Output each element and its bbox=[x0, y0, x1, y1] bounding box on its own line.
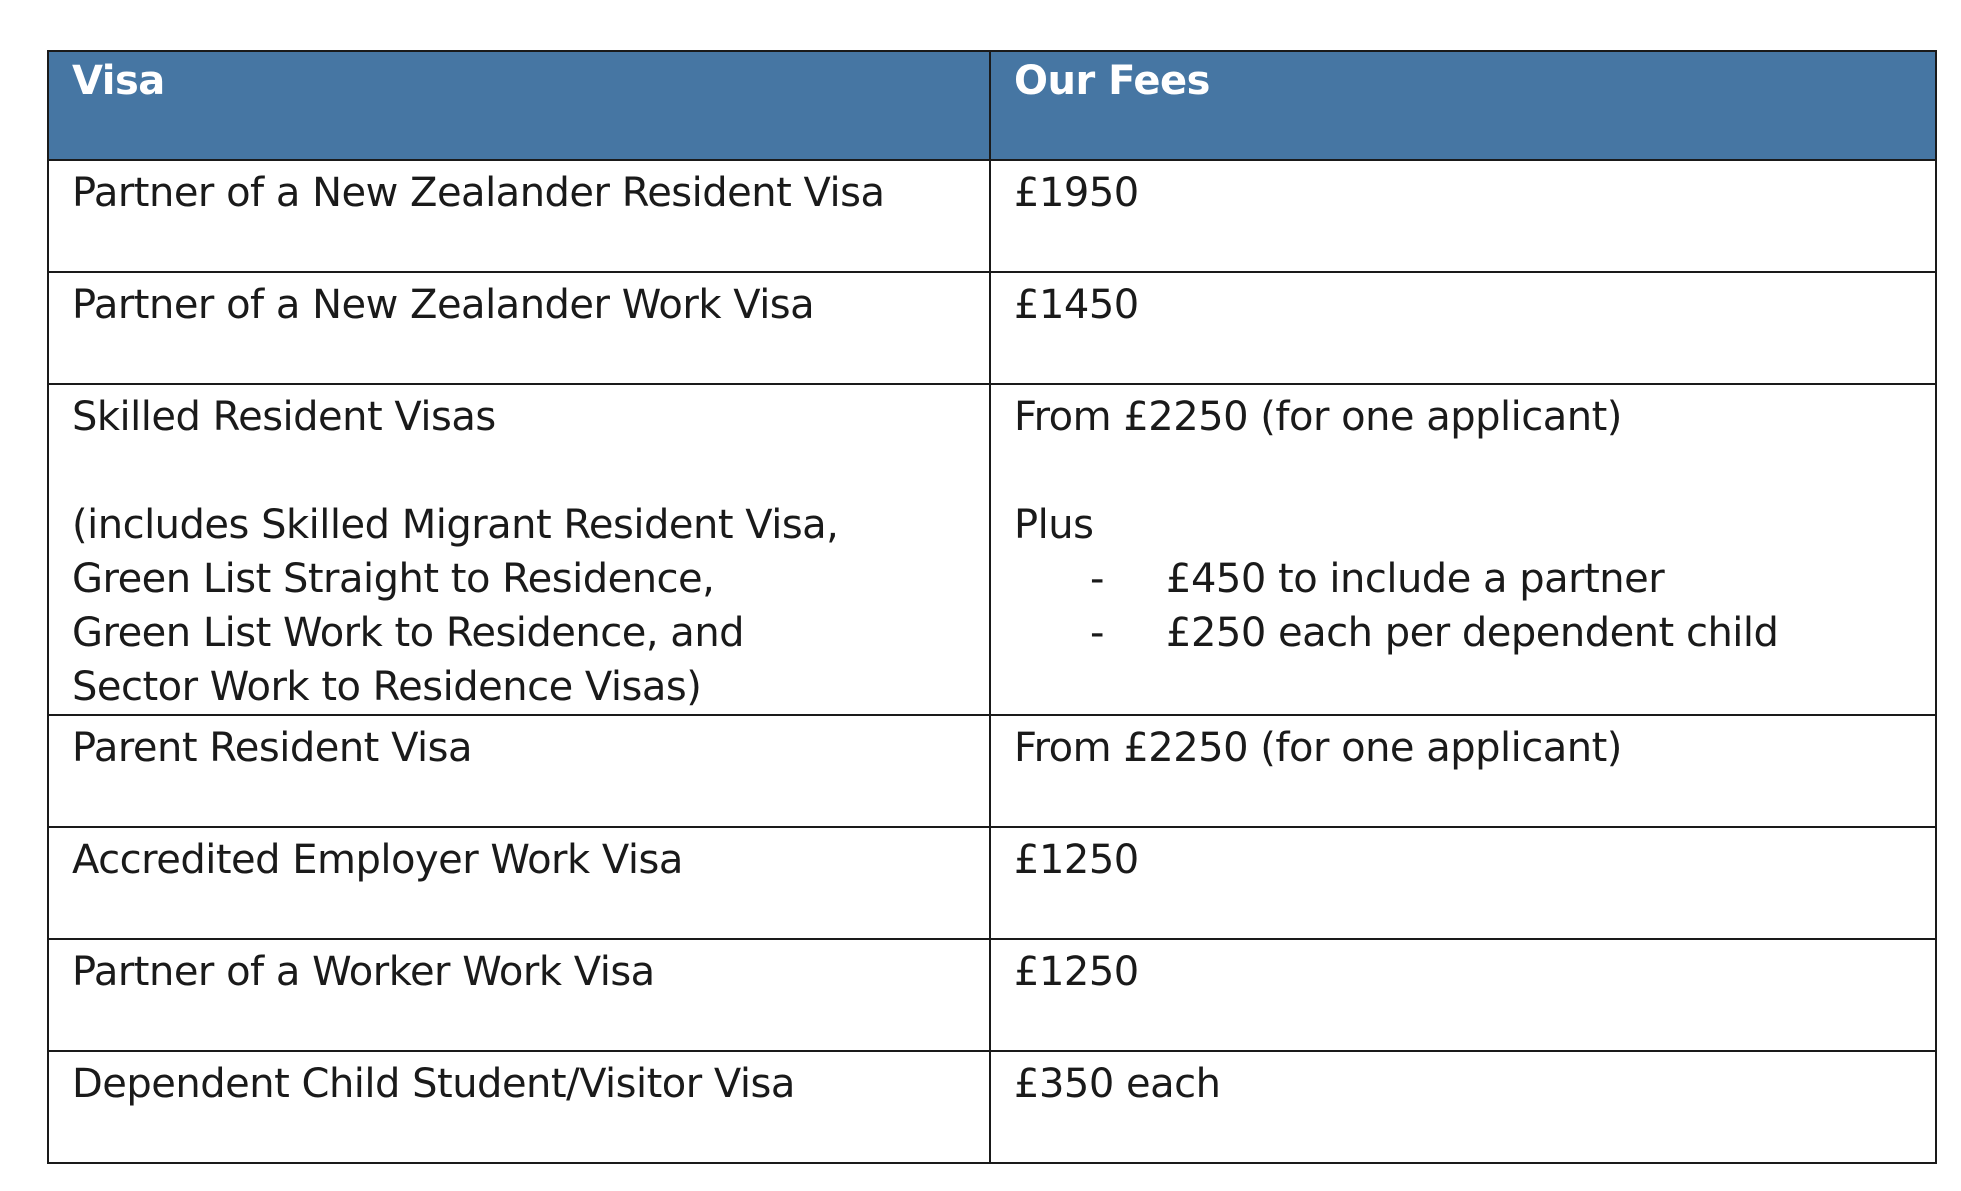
visa-note-line: (includes Skilled Migrant Resident Visa, bbox=[72, 502, 839, 548]
list-item bbox=[1014, 606, 1935, 660]
spacer bbox=[1014, 444, 1935, 498]
table-row bbox=[48, 827, 1936, 939]
visa-note bbox=[72, 498, 989, 714]
table-row bbox=[48, 160, 1936, 272]
fee-cell: £1250 bbox=[990, 827, 1936, 939]
fee-plus-label: Plus bbox=[1014, 502, 1094, 548]
visa-cell: Partner of a Worker Work Visa bbox=[48, 939, 990, 1051]
fee-base: From £2250 (for one applicant) bbox=[1014, 394, 1622, 440]
fee-cell bbox=[990, 384, 1936, 715]
fee-cell: £350 each bbox=[990, 1051, 1936, 1163]
visa-name: Skilled Resident Visas bbox=[72, 394, 496, 440]
visa-note-line: Green List Work to Residence, and bbox=[72, 610, 745, 656]
fee-cell: £1450 bbox=[990, 272, 1936, 384]
fee-cell: £1950 bbox=[990, 160, 1936, 272]
visa-cell: Dependent Child Student/Visitor Visa bbox=[48, 1051, 990, 1163]
table-row bbox=[48, 939, 1936, 1051]
visa-note-line: Sector Work to Residence Visas) bbox=[72, 664, 702, 710]
visa-note-line: Green List Straight to Residence, bbox=[72, 556, 715, 602]
fee-extra-text: £250 each per dependent child bbox=[1166, 610, 1779, 656]
visa-fees-table bbox=[47, 50, 1937, 1164]
visa-cell: Partner of a New Zealander Work Visa bbox=[48, 272, 990, 384]
visa-cell: Parent Resident Visa bbox=[48, 715, 990, 827]
fee-cell: From £2250 (for one applicant) bbox=[990, 715, 1936, 827]
fee-extra-text: £450 to include a partner bbox=[1166, 556, 1665, 602]
fee-extras-list bbox=[1014, 552, 1935, 660]
spacer bbox=[72, 444, 989, 498]
visa-cell: Partner of a New Zealander Resident Visa bbox=[48, 160, 990, 272]
table-header-row bbox=[48, 51, 1936, 160]
table-row bbox=[48, 384, 1936, 715]
dash-bullet: - bbox=[1090, 556, 1104, 602]
column-header-visa: Visa bbox=[48, 51, 990, 160]
list-item bbox=[1014, 552, 1935, 606]
visa-cell bbox=[48, 384, 990, 715]
dash-bullet: - bbox=[1090, 610, 1104, 656]
table-row bbox=[48, 1051, 1936, 1163]
visa-cell: Accredited Employer Work Visa bbox=[48, 827, 990, 939]
table-row bbox=[48, 715, 1936, 827]
table-row bbox=[48, 272, 1936, 384]
fee-cell: £1250 bbox=[990, 939, 1936, 1051]
column-header-fees: Our Fees bbox=[990, 51, 1936, 160]
